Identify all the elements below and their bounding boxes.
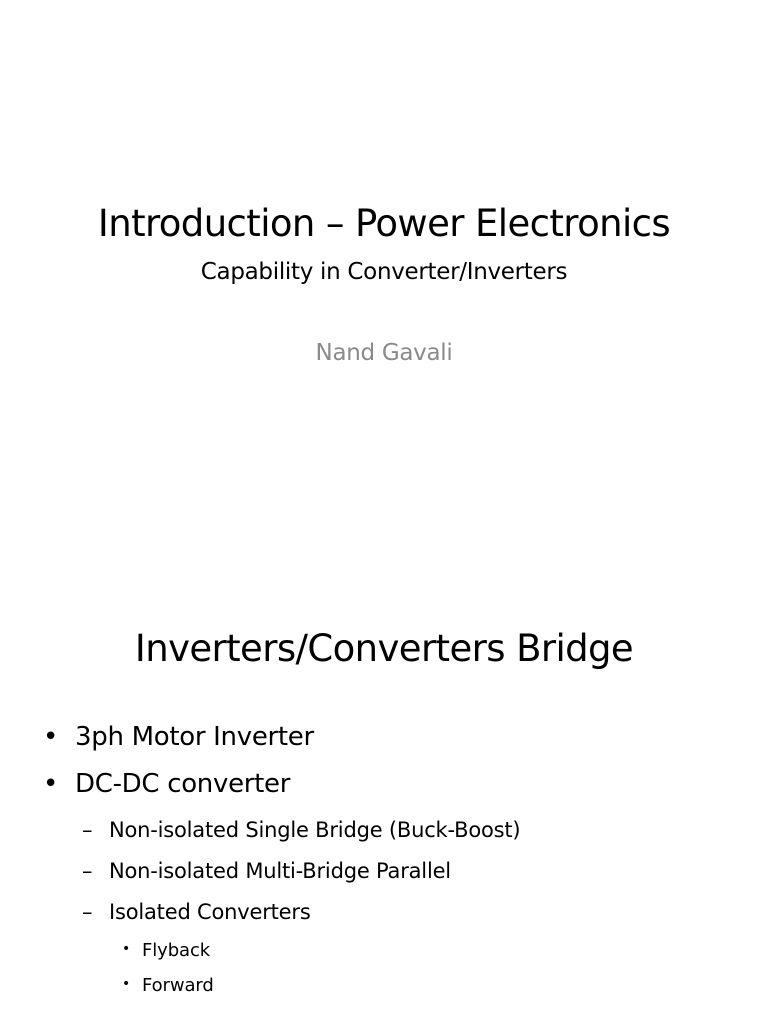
slide-1-title: Introduction – Power Electronics <box>97 202 671 245</box>
sub-bullet-text: Non-isolated Multi-Bridge Parallel <box>109 859 451 883</box>
bullet-marker: • <box>122 941 131 957</box>
dash-marker: – <box>82 818 93 842</box>
bullet-list <box>0 512 768 1024</box>
sub-sub-bullet-text: Flyback <box>142 940 211 961</box>
slide-1-subtitle: Capability in Converter/Inverters <box>200 259 568 285</box>
dash-marker: – <box>82 859 93 883</box>
slide-2 <box>0 512 768 1024</box>
slide-2-title: Inverters/Converters Bridge <box>134 627 634 670</box>
author-name: Nand Gavali <box>315 340 453 366</box>
sub-bullet-text: Non-isolated Single Bridge (Buck-Boost) <box>109 818 521 842</box>
bullet-marker: • <box>43 722 59 752</box>
bullet-marker: • <box>43 769 59 799</box>
bullet-text: DC-DC converter <box>75 769 291 799</box>
bullet-text: 3ph Motor Inverter <box>75 722 314 752</box>
sub-bullet-text: Isolated Converters <box>109 900 311 924</box>
sub-sub-bullet-text: Forward <box>142 975 214 996</box>
dash-marker: – <box>82 900 93 924</box>
bullet-marker: • <box>122 976 131 992</box>
